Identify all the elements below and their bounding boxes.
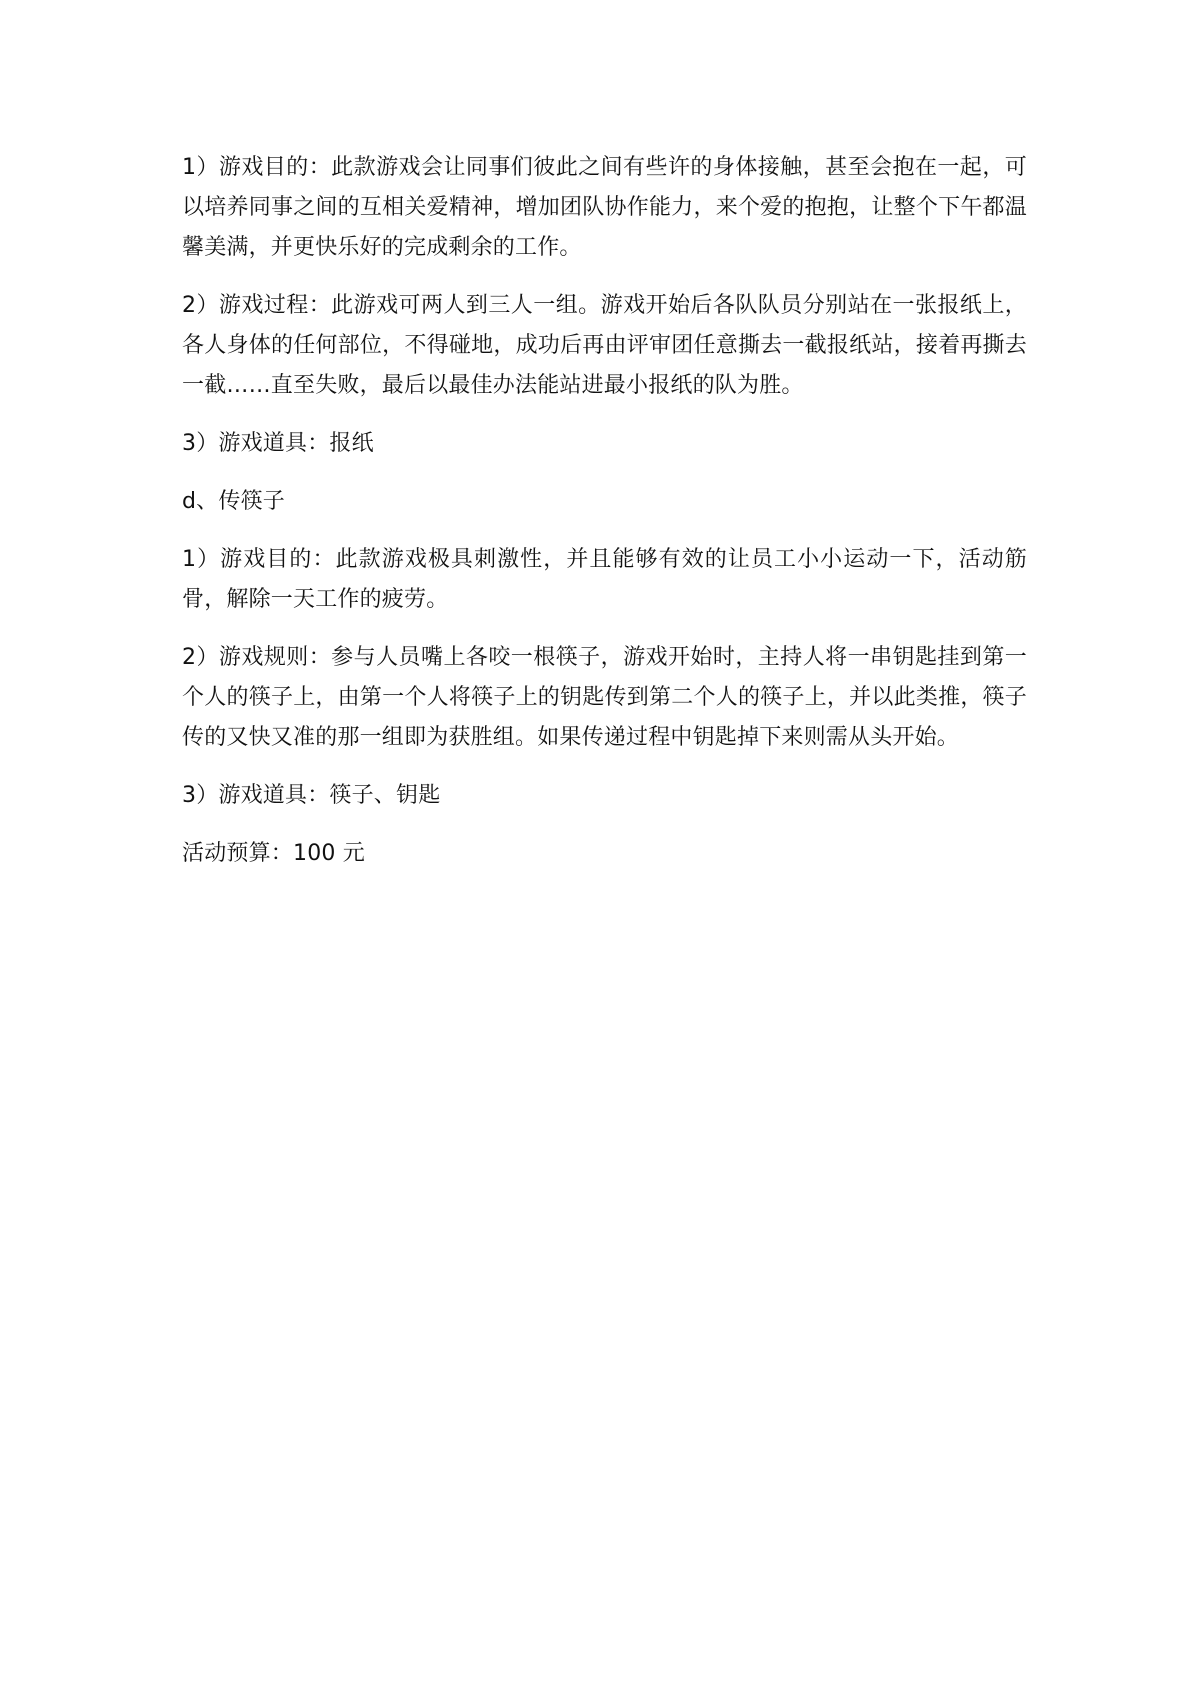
paragraph-hug-game-purpose: 1）游戏目的：此款游戏会让同事们彼此之间有些许的身体接触，甚至会抱在一起，可以培养同事之间的互相关爱精神，增加团队协作能力，来个爱的抱抱，让整个下午都温馨美满，并更快乐好的完成剩余的工作。: [182, 155, 1027, 260]
paragraph-chopsticks-purpose: 1）游戏目的：此款游戏极具刺激性，并且能够有效的让员工小小运动一下，活动筋骨，解除一天工作的疲劳。: [182, 547, 1027, 612]
paragraph-hug-game-props: 3）游戏道具：报纸: [182, 431, 374, 456]
section-heading-chopsticks: d、传筷子: [182, 489, 285, 514]
paragraph-chopsticks-props: 3）游戏道具：筷子、钥匙: [182, 783, 441, 808]
paragraph-hug-game-process: 2）游戏过程：此游戏可两人到三人一组。游戏开始后各队队员分别站在一张报纸上，各人身体的任何部位，不得碰地，成功后再由评审团任意撕去一截报纸站，接着再撕去一截……直至失败，最后以最佳办法能站进最小报纸的队为胜。: [182, 293, 1027, 398]
document-body: [182, 148, 1027, 892]
paragraph-chopsticks-rules: 2）游戏规则：参与人员嘴上各咬一根筷子，游戏开始时，主持人将一串钥匙挂到第一个人的筷子上，由第一个人将筷子上的钥匙传到第二个人的筷子上，并以此类推，筷子传的又快又准的那一组即为获胜组。如果传递过程中钥匙掉下来则需从头开始。: [182, 645, 1027, 750]
paragraph-activity-budget: 活动预算：100 元: [182, 841, 365, 866]
